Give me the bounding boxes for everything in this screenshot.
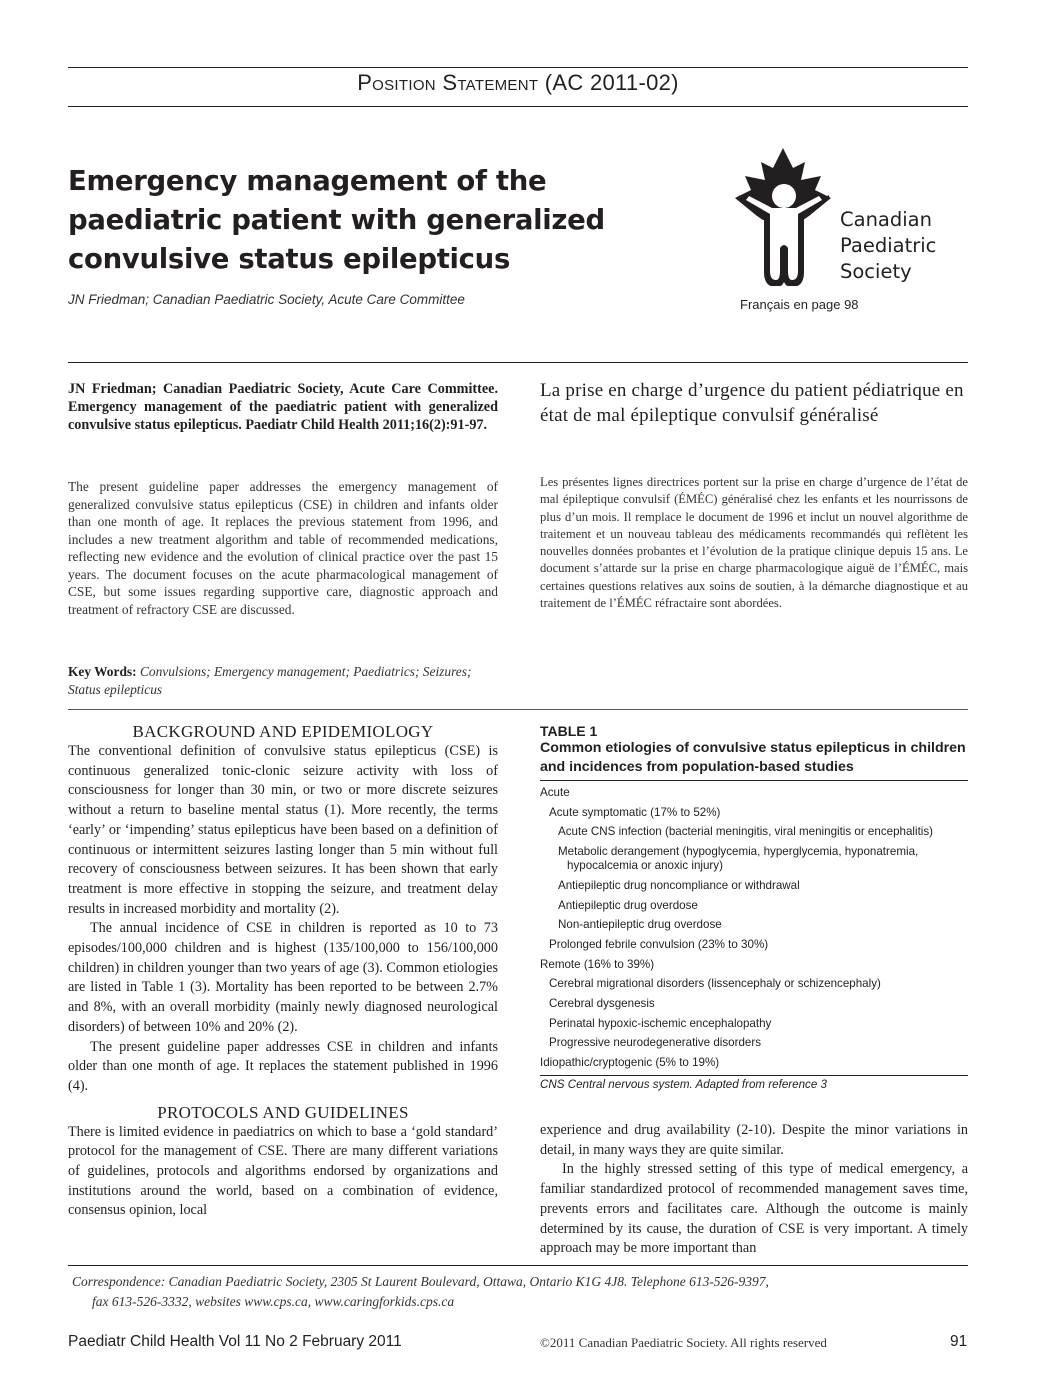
- table-caption: Common etiologies of convulsive status epilepticus in children and incidences from population-based studies: [540, 740, 966, 775]
- page-number: 91: [950, 1333, 968, 1350]
- table-row: Acute symptomatic (17% to 52%): [549, 805, 721, 819]
- body-left-column: [68, 722, 498, 1221]
- logo-line-3: Society: [840, 260, 912, 283]
- table-label: TABLE 1: [540, 723, 598, 739]
- table-body: [540, 780, 968, 1076]
- keywords-label: Key Words:: [68, 664, 137, 679]
- body-top-rule: [68, 709, 968, 710]
- francais-link[interactable]: Français en page 98: [740, 297, 859, 312]
- citation: JN Friedman; Canadian Paediatric Society, Acute Care Committee. Emergency management of the paediatric patient with generalized convulsive status epilepticus. Paediatr Child Health 2011;16(2):91-97.: [68, 381, 498, 433]
- keywords-list: Convulsions; Emergency management; Paediatrics; Seizures; Status epilepticus: [68, 664, 472, 697]
- table-row: hypocalcemia or anoxic injury): [567, 858, 723, 872]
- table-row: Perinatal hypoxic-ischemic encephalopathy: [549, 1016, 772, 1030]
- section-heading-background: BACKGROUND AND EPIDEMIOLOGY: [132, 722, 434, 741]
- french-title: La prise en charge d’urgence du patient pédiatrique en état de mal épileptique convulsif généralisé: [540, 380, 964, 426]
- table-row: Antiepileptic drug overdose: [558, 898, 698, 912]
- logo-line-2: Paediatric: [840, 234, 937, 257]
- article-authors: JN Friedman; Canadian Paediatric Society, Acute Care Committee: [68, 292, 465, 307]
- paragraph: The annual incidence of CSE in children is reported as 10 to 73 episodes/100,000 children and is highest (135/100,000 to 156/100,000 children) in children younger than two years of age (3). Common etiologies are listed in Table 1 (3). Mortality has been reported to be between 2.7% and 8%, with an overall morbidity (mainly newly diagnosed neurological disorders) of between 10% and 20% (2).: [68, 920, 498, 1035]
- correspondence-rule: [68, 1265, 968, 1266]
- table-row: Prolonged febrile convulsion (23% to 30%): [549, 937, 769, 951]
- table-row: Remote (16% to 39%): [540, 957, 655, 971]
- paragraph: There is limited evidence in paediatrics on which to base a ‘gold standard’ protocol for the management of CSE. There are many different variations of guidelines, protocols and algorithms endorsed by organizations and institutions around the world, based on a combination of evidence, consensus opinion, local: [68, 1123, 498, 1219]
- table-row: Cerebral dysgenesis: [549, 997, 655, 1011]
- running-head-label: Position Statement: [357, 70, 539, 95]
- table-row: Antiepileptic drug noncompliance or withdrawal: [558, 878, 800, 892]
- table-footnote: CNS Central nervous system. Adapted from reference 3: [540, 1077, 827, 1091]
- correspondence-line-1: Correspondence: Canadian Paediatric Society, 2305 St Laurent Boulevard, Ottawa, Ontario K1G 4J8. Telephone 613-526-9397,: [72, 1274, 769, 1289]
- cps-logo-text: [840, 207, 936, 285]
- paragraph: The present guideline paper addresses CSE in children and infants older than one month of age. It replaces the statement published in 1996 (4).: [68, 1038, 498, 1094]
- abstract-top-rule: [68, 362, 968, 363]
- running-head-code: (AC 2011-02): [544, 70, 679, 95]
- top-rule-lower: [68, 106, 968, 107]
- paragraph: In the highly stressed setting of this type of medical emergency, a familiar standardized protocol of recommended management saves time, prevents errors and facilitates care. Although the outcome is mainly determined by its cause, the duration of CSE is very important. A timely approach may be more important than: [540, 1161, 968, 1257]
- keywords: [68, 663, 498, 698]
- paragraph: The conventional definition of convulsive status epilepticus (CSE) is continuous generalized tonic-clonic seizure activity with loss of consciousness for longer than 30 min, or two or more discrete seizures without a return to baseline mental status (1). More recently, the terms ‘early’ or ‘impending’ status epilepticus have been based on a definition of continuous or intermittent seizures lasting longer than 5 min without full recovery of consciousness between seizures. It has been shown that early treatment is more effective in stopping the seizure, and treatment delay results in increased morbidity and mortality (2).: [68, 743, 498, 917]
- correspondence: [72, 1272, 972, 1312]
- table-row: Non-antiepileptic drug overdose: [558, 918, 722, 932]
- table-row: Progressive neurodegenerative disorders: [549, 1036, 762, 1050]
- paragraph: experience and drug availability (2-10). Despite the minor variations in detail, in many ways they are quite similar.: [540, 1122, 968, 1158]
- table-row: Metabolic derangement (hypoglycemia, hyperglycemia, hyponatremia,: [558, 845, 919, 859]
- abstract-fr: Les présentes lignes directrices portent sur la prise en charge d’urgence de l’état de mal épileptique convulsif (ÉMÉC) généralisé chez les enfants et les nourrissons de plus d’un mois. Il remplace le document de 1996 et inclut un nouvel algorithme de traitement et un nouveau tableau des médicaments recommandés qui reflètent les nouvelles données probantes et l’évolution de la pratique clinique depuis 15 ans. Le document s’attarde sur la prise en charge pharmacologique aiguë de l’ÉMÉC, mais certaines questions relatives aux soins de soutien, à la démarche diagnostique et au traitement de l’ÉMÉC réfractaire sont abordées.: [540, 475, 968, 611]
- copyright: ©2011 Canadian Paediatric Society. All rights reserved: [540, 1335, 827, 1350]
- protocols-text: [68, 1123, 498, 1222]
- table-row: Cerebral migrational disorders (lissencephaly or schizencephaly): [549, 977, 881, 991]
- article-title: Emergency management of the paediatric patient with generalized convulsive status epilepticus: [68, 165, 605, 275]
- logo-line-1: Canadian: [840, 208, 932, 231]
- section-heading-protocols: PROTOCOLS AND GUIDELINES: [157, 1102, 409, 1122]
- running-head: [68, 70, 968, 104]
- top-rule-upper: [68, 67, 968, 68]
- correspondence-line-2: fax 613-526-3332, websites www.cps.ca, www.caringforkids.cps.ca: [92, 1294, 455, 1309]
- table-row: Acute CNS infection (bacterial meningitis, viral meningitis or encephalitis): [558, 825, 934, 839]
- table-row: Acute: [540, 786, 570, 799]
- table-1: [540, 723, 968, 1094]
- cps-maple-leaf-child-icon: [733, 146, 833, 286]
- body-right-column: [540, 1121, 968, 1259]
- journal-info: Paediatr Child Health Vol 11 No 2 February 2011: [68, 1333, 402, 1350]
- background-text: [68, 742, 498, 1097]
- abstract-en: The present guideline paper addresses the emergency management of generalized convulsive status epilepticus (CSE) in children and infants older than one month of age. It replaces the previous statement from 1996, and includes a new treatment algorithm and table of recommended medications, reflecting new evidence and the evolution of clinical practice over the past 15 years. The document focuses on the acute pharmacological management of CSE, but some issues regarding supportive care, diagnostic approach and treatment of refractory CSE are discussed.: [68, 479, 498, 617]
- table-row: Idiopathic/cryptogenic (5% to 19%): [540, 1056, 720, 1070]
